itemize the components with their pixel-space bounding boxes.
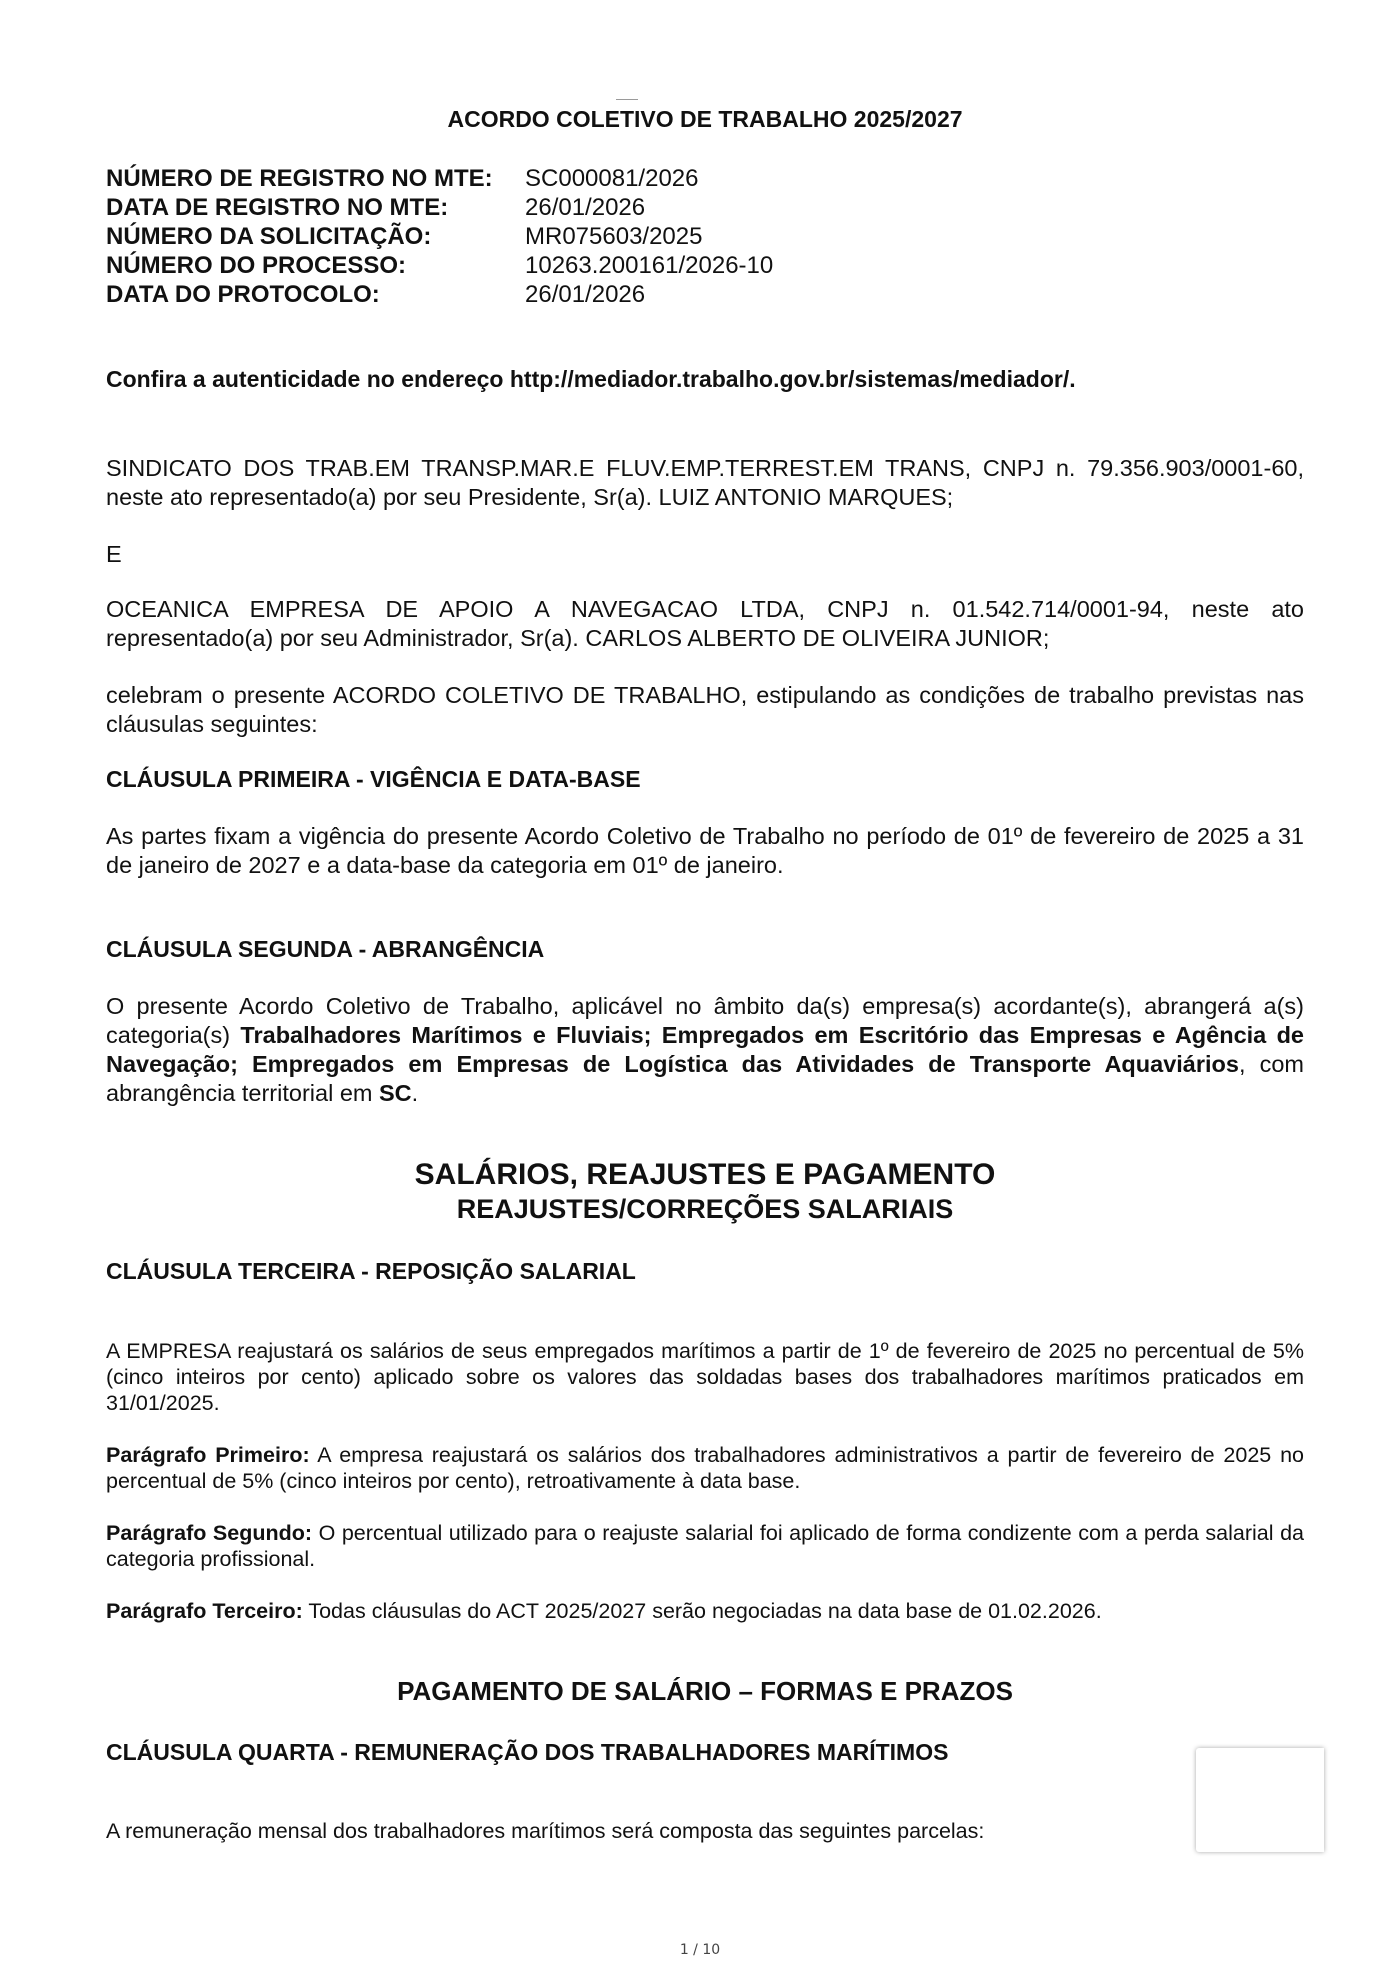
registration-value: 26/01/2026 xyxy=(525,281,646,308)
registration-label: NÚMERO DE REGISTRO NO MTE: xyxy=(106,165,493,192)
clause-title: CLÁUSULA SEGUNDA - ABRANGÊNCIA xyxy=(106,936,545,962)
document-title: ACORDO COLETIVO DE TRABALHO 2025/2027 xyxy=(447,106,963,132)
section-heading: PAGAMENTO DE SALÁRIO – FORMAS E PRAZOS xyxy=(397,1676,1013,1706)
party-union: SINDICATO DOS TRAB.EM TRANSP.MAR.E FLUV.EMP.TERREST.EM TRANS, CNPJ n. 79.356.903/0001-60, neste ato representado(a) por seu Presidente, Sr(a). LUIZ ANTONIO MARQUES; xyxy=(106,455,1304,510)
section-heading: SALÁRIOS, REAJUSTES E PAGAMENTO xyxy=(414,1158,996,1191)
clause-title: CLÁUSULA QUARTA - REMUNERAÇÃO DOS TRABALHADORES MARÍTIMOS xyxy=(106,1739,949,1765)
paragraph-first xyxy=(106,1442,1304,1494)
paragraph-third xyxy=(106,1598,1304,1624)
header-divider xyxy=(616,99,638,100)
authenticity-notice: Confira a autenticidade no endereço http://mediador.trabalho.gov.br/sistemas/mediador/. xyxy=(106,366,1076,392)
registration-table xyxy=(106,164,773,309)
clause-text-part: . xyxy=(411,1080,419,1106)
preamble: celebram o presente ACORDO COLETIVO DE TRABALHO, estipulando as condições de trabalho previstas nas cláusulas seguintes: xyxy=(106,682,1304,737)
registration-value: SC000081/2026 xyxy=(525,165,699,192)
paragraph-text: Todas cláusulas do ACT 2025/2027 serão negociadas na data base de 01.02.2026. xyxy=(302,1599,1102,1623)
page-number: 1 / 10 xyxy=(679,1942,721,1958)
registration-row xyxy=(106,280,773,309)
registration-label: NÚMERO DA SOLICITAÇÃO: xyxy=(106,223,432,250)
paragraph-label: Parágrafo Terceiro: xyxy=(106,1599,303,1623)
clause-text: As partes fixam a vigência do presente Acordo Coletivo de Trabalho no período de 01º de fevereiro de 2025 a 31 de janeiro de 2027 e a data-base da categoria em 01º de janeiro. xyxy=(106,823,1304,878)
registration-row xyxy=(106,164,773,193)
registration-label: NÚMERO DO PROCESSO: xyxy=(106,252,407,279)
paragraph-second xyxy=(106,1520,1304,1572)
clause-text-part: , com abrangência territorial em xyxy=(106,1051,1304,1106)
clause-title: CLÁUSULA TERCEIRA - REPOSIÇÃO SALARIAL xyxy=(106,1258,636,1284)
party-company: OCEANICA EMPRESA DE APOIO A NAVEGACAO LTDA, CNPJ n. 01.542.714/0001-94, neste ato representado(a) por seu Administrador, Sr(a). CARLOS ALBERTO DE OLIVEIRA JUNIOR; xyxy=(106,596,1304,651)
registration-row xyxy=(106,222,773,251)
clause-categories: Trabalhadores Marítimos e Fluviais; Empregados em Escritório das Empresas e Agência de Navegação; Empregados em Empresas de Logística das Atividades de Transporte Aquaviários xyxy=(106,1022,1305,1077)
registration-label: DATA DO PROTOCOLO: xyxy=(106,281,380,308)
paragraph-text: O percentual utilizado para o reajuste salarial foi aplicado de forma condizente com a perda salarial da categoria profissional. xyxy=(106,1521,1304,1571)
clause-text-part: O presente Acordo Coletivo de Trabalho, aplicável no âmbito da(s) empresa(s) acordante(s), abrangerá a(s) categoria(s) xyxy=(106,993,1304,1048)
conjunction: E xyxy=(106,541,122,567)
clause-text xyxy=(106,992,1304,1108)
clause-text: A EMPRESA reajustará os salários de seus empregados marítimos a partir de 1º de fevereiro de 2025 no percentual de 5% (cinco inteiros por cento) aplicado sobre os valores das soldadas bases dos trabalhadores marítimos praticados em 31/01/2025. xyxy=(106,1339,1304,1415)
clause-text: A remuneração mensal dos trabalhadores marítimos será composta das seguintes parcelas: xyxy=(106,1819,985,1843)
registration-value: 10263.200161/2026-10 xyxy=(525,252,774,279)
subsection-heading: REAJUSTES/CORREÇÕES SALARIAIS xyxy=(456,1194,954,1224)
registration-row xyxy=(106,193,773,222)
floating-widget[interactable] xyxy=(1196,1748,1324,1852)
registration-row xyxy=(106,251,773,280)
clause-title: CLÁUSULA PRIMEIRA - VIGÊNCIA E DATA-BASE xyxy=(106,766,641,792)
registration-label: DATA DE REGISTRO NO MTE: xyxy=(106,194,449,221)
paragraph-label: Parágrafo Segundo: xyxy=(106,1521,313,1545)
clause-territory: SC xyxy=(379,1080,412,1106)
paragraph-label: Parágrafo Primeiro: xyxy=(106,1443,310,1467)
paragraph-text: A empresa reajustará os salários dos trabalhadores administrativos a partir de fevereiro de 2025 no percentual de 5% (cinco inteiros por cento), retroativamente à data base. xyxy=(106,1443,1304,1493)
registration-value: MR075603/2025 xyxy=(525,223,703,250)
registration-value: 26/01/2026 xyxy=(525,194,646,221)
